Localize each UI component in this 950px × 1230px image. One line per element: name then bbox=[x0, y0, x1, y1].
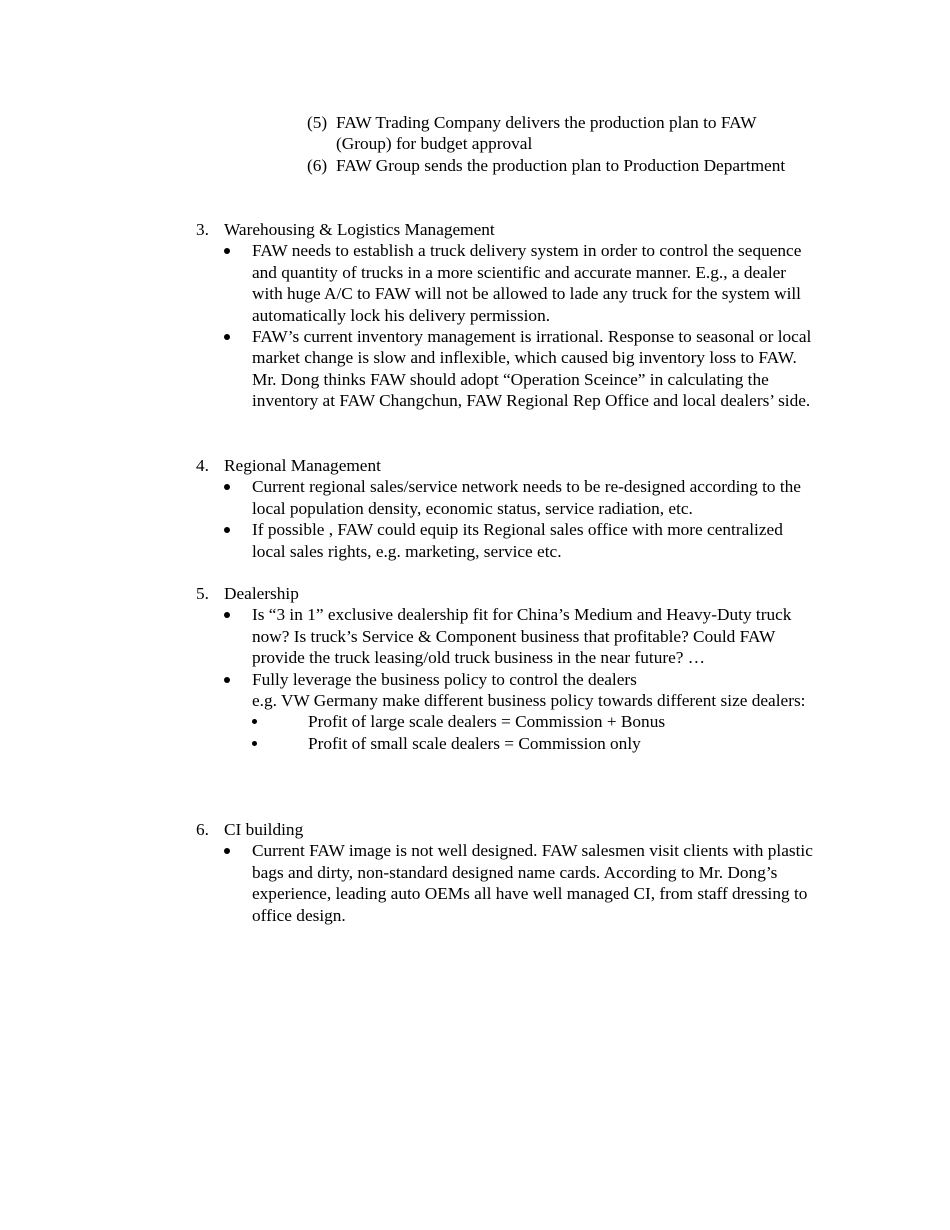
section-title: CI building bbox=[224, 820, 304, 839]
bullet-text: Current FAW image is not well designed. FAW salesmen visit clients with plastic bags and dirty, non-standard designed name cards. According to Mr. Dong’s experience, leading auto OEMs all have well managed CI, from staff dressing to office design. bbox=[252, 841, 813, 925]
bullet-icon bbox=[196, 519, 252, 562]
section-number: 5. bbox=[196, 584, 209, 603]
item-text: FAW Group sends the production plan to Production Department bbox=[336, 155, 786, 175]
sub-bullet-list bbox=[252, 711, 816, 754]
bullet-icon bbox=[196, 604, 252, 668]
section-number: 3. bbox=[196, 220, 209, 239]
list-item bbox=[196, 840, 816, 926]
section-title: Regional Management bbox=[224, 456, 381, 475]
bullet-text: Fully leverage the business policy to control the dealers bbox=[252, 669, 637, 689]
section-heading bbox=[196, 583, 816, 604]
list-item bbox=[252, 711, 816, 732]
section-heading bbox=[196, 219, 816, 240]
bullet-icon bbox=[196, 240, 252, 326]
sub-bullet-text: Profit of large scale dealers = Commission + Bonus bbox=[308, 712, 666, 732]
bullet-list bbox=[196, 604, 816, 754]
item-number: (6) bbox=[307, 155, 328, 175]
bullet-icon bbox=[196, 326, 252, 412]
bullet-icon bbox=[196, 669, 252, 755]
bullet-text: FAW’s current inventory management is irrational. Response to seasonal or local market change is slow and inflexible, which caused big inventory loss to FAW. Mr. Dong thinks FAW should adopt “Operation Sceince” in calculating the inventory at FAW Changchun, FAW Regional Rep Office and local dealers’ side. bbox=[252, 327, 812, 411]
list-item bbox=[196, 604, 816, 668]
section-heading bbox=[196, 819, 816, 840]
list-item bbox=[196, 240, 816, 326]
list-item bbox=[196, 669, 816, 755]
section-dealership bbox=[196, 583, 816, 754]
item-text: FAW Trading Company delivers the production plan to FAW (Group) for budget approval bbox=[336, 113, 757, 154]
bullet-icon bbox=[252, 733, 308, 754]
bullet-icon bbox=[196, 476, 252, 519]
section-number: 6. bbox=[196, 820, 209, 839]
bullet-icon bbox=[196, 840, 252, 926]
list-item bbox=[196, 519, 816, 562]
section-regional bbox=[196, 455, 816, 562]
list-item bbox=[307, 155, 807, 176]
item-number: (5) bbox=[307, 113, 328, 132]
section-heading bbox=[196, 455, 816, 476]
bullet-text: Current regional sales/service network needs to be re-designed according to the local population density, economic status, service radiation, etc. bbox=[252, 477, 801, 518]
list-item bbox=[307, 112, 807, 155]
bullet-list bbox=[196, 840, 816, 926]
bullet-list bbox=[196, 476, 816, 562]
section-warehousing bbox=[196, 219, 816, 412]
list-item bbox=[196, 476, 816, 519]
section-title: Warehousing & Logistics Management bbox=[224, 220, 495, 239]
bullet-icon bbox=[252, 711, 308, 732]
bullet-text: If possible , FAW could equip its Regional sales office with more centralized local sales rights, e.g. marketing, service etc. bbox=[252, 520, 783, 561]
bullet-list bbox=[196, 240, 816, 411]
list-item bbox=[252, 733, 816, 754]
list-item bbox=[196, 326, 816, 412]
sub-bullet-text: Profit of small scale dealers = Commission only bbox=[308, 733, 641, 753]
bullet-text-block bbox=[224, 669, 816, 755]
bullet-text: Is “3 in 1” exclusive dealership fit for China’s Medium and Heavy-Duty truck now? Is truck’s Service & Component business that profitable? Could FAW provide the truck leasing/old truck business in the near future? … bbox=[252, 605, 792, 668]
production-steps-list bbox=[307, 112, 807, 176]
section-number: 4. bbox=[196, 456, 209, 475]
section-title: Dealership bbox=[224, 584, 299, 603]
bullet-text: FAW needs to establish a truck delivery system in order to control the sequence and quantity of trucks in a more scientific and accurate manner. E.g., a dealer with huge A/C to FAW will not be allowed to lade any truck for the system will automatically lock his delivery permission. bbox=[252, 241, 802, 325]
section-ci-building bbox=[196, 819, 816, 926]
bullet-text-continued: e.g. VW Germany make different business policy towards different size dealers: bbox=[252, 691, 806, 711]
